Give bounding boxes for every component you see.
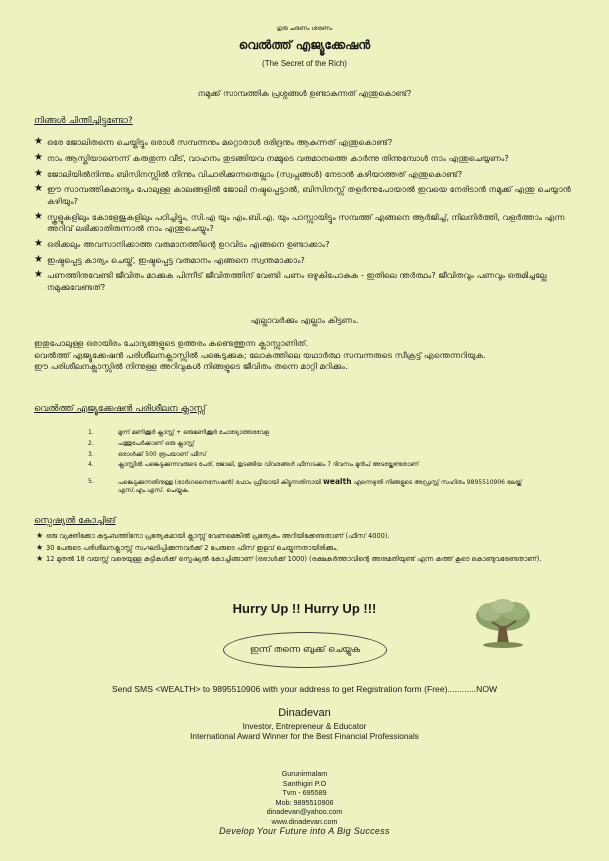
list-item: ★ ഇഷ്ടപ്പെട്ട കാര്യം ചെയ്ത്, ഇഷ്ടപ്പെട്ട വരുമാനം എങ്ങനെ സ്വന്തമാക്കാം? (34, 253, 305, 265)
list-item: ★ ഈ സാമ്പത്തികമാന്ദ്യം പോലുള്ള കാലങ്ങളിൽ ജോലി നഷ്ടപ്പെട്ടാൽ, ബിസിനസ്സ് തളർന്നുപോയാൽ ഇവയെ നേരിടാൻ നമുക്ക് എന്തു ചെയ്യാൻ കഴിയും? (34, 183, 571, 206)
address-line: Santhigiri P.O (282, 778, 327, 788)
address-line: Gurunirmalam (281, 769, 328, 778)
item-number: 3. (88, 450, 94, 458)
star-icon: ★ (34, 210, 43, 222)
hurry-up-banner: Hurry Up !! Hurry Up !!! (232, 601, 377, 616)
star-icon: ★ (34, 237, 43, 249)
address-website: www.dinadevan.com (271, 816, 338, 826)
star-icon: ★ (34, 136, 43, 147)
lead-question: നമുക്ക് സാമ്പത്തിക പ്രശ്നങ്ങൾ ഉണ്ടാകുന്നത് എന്തുകൊണ്ട്? (197, 89, 412, 98)
page-subtitle: (The Secret of the Rich) (262, 59, 347, 68)
star-icon: ★ (34, 151, 43, 163)
sms-instruction: Send SMS <WEALTH> to 9895510906 with your address to get Registration form (Free)............NOW (111, 684, 498, 694)
star-icon: ★ (34, 253, 43, 265)
guru-line: ഗുരു ചരണം ശരണം (276, 25, 333, 32)
list-item: ★ ജോലിയിൽനിന്നും ബിസിനസ്സിൽ നിന്നും വിചാരിക്കുന്നതെല്ലാം (സ്വപ്നങ്ങൾ) നേടാൻ കഴിയാത്തത് എന്തുകൊണ്ട്? (34, 167, 463, 179)
list-item: 3. ഒരാൾക്ക് 500 രൂപയാണ് ഫീസ് (88, 450, 207, 458)
list-item: ★ 30 പേരുടെ പരിശീലനക്ലാസ്സ് സംഘടിപ്പിക്കുന്നവർക്ക് 2 പേരുടെ ഫീസ് ഇളവ് ചെയ്യുന്നതായിരിക്കും. (36, 542, 339, 552)
intro-line: ഇതുപോലുള്ള ഒരായിരം ചോദ്യങ്ങളുടെ ഉത്തരം കണ്ടെത്തുന്ന ക്ലാസ്സാണിത്. (34, 338, 309, 348)
contact-name: Dinadevan (278, 707, 331, 719)
list-item: 5. പങ്കെടുക്കുന്നതിനുള്ള (രാർഗനൈസേഷൻ) ഫോം ഫ്രീയായി കിട്ടുന്നതിനായി wealth എന്നെഴുതി നിങ്ങളുടെ അഡ്രസ്സ് സഹിതം 9895510906 ലേയ്ക്ക് എസ്.എം.എസ്. ചെയ്യുക. (88, 476, 522, 494)
list-item: 4. ക്ലാസ്സിൽ പങ്കെടുക്കുന്നവരുടെ പേര്, ജോലി, തുടങ്ങിയ വിവരങ്ങൾ ഫീസടക്കം 7 ദിവസം മുൻപ് അടയ്ക്കേണ്ടതാണ് (88, 461, 419, 469)
list-item: ★ ഒരു വ്യക്തിക്കോ കുടുംബത്തിനോ പ്രത്യേകമായി ക്ലാസ്സ് വേണമെങ്കിൽ പ്രത്യേകം അറിയിക്കേണ്ടതാണ് (ഫീസ് 4000). (36, 531, 390, 540)
star-icon: ★ (36, 531, 44, 540)
item-number: 2. (88, 439, 94, 447)
list-item: 2. പത്തുപേർക്കാണ് ഒരു ക്ലാസ്സ് (88, 439, 195, 447)
list-item: 1. മൂന്ന് മണിക്കൂർ ക്ലാസ്സ് + ഒരുമണിക്കൂർ ചോദ്യോത്തരവേള (88, 429, 269, 436)
address-email: dinadevan@yahoo.com (266, 807, 343, 817)
footer-tagline: Develop Your Future into A Big Success (219, 826, 390, 836)
classes-heading: വെൽത്ത് എജ്യൂക്കേഷൻ പരിശീലന ക്ലാസ്സ് (34, 404, 206, 414)
star-icon: ★ (34, 183, 43, 195)
contact-roles (0, 722, 609, 742)
page-title: വെൽത്ത് എജ്യൂക്കേഷൻ (238, 38, 371, 52)
item-number: 1. (88, 429, 94, 436)
book-now-oval: ഇന്ന് തന്നെ ബുക്ക് ചെയ്യുക (223, 632, 387, 668)
item-number: 4. (88, 461, 94, 469)
intro-line: ഈ പരിശീലനക്ലാസ്സിൽ നിന്നുള്ള അറിവുകൾ നിങ്ങളുടെ ജീവിതം തന്നെ മാറ്റി മറിക്കും. (34, 361, 348, 372)
closing-line: എല്ലാവർക്കും എല്ലാം കിട്ടണം. (250, 315, 359, 325)
address-phone: Mob: 9895510906 (275, 797, 334, 807)
think-list (34, 137, 574, 298)
star-icon: ★ (34, 167, 43, 179)
contact-address (0, 769, 609, 827)
address-line: Tvm - 695589 (282, 788, 327, 798)
intro-paragraph (34, 338, 579, 373)
star-icon: ★ (34, 269, 43, 281)
contact-role: Investor, Entrepreneur & Educator (242, 722, 367, 731)
star-icon: ★ (36, 542, 44, 552)
think-heading: നിങ്ങൾ ചിന്തിച്ചിട്ടുണ്ടോ? (34, 116, 133, 126)
money-tree-icon (472, 598, 534, 650)
list-item: ★ സ്കൂളുകളിലും കോളേജുകളിലും പഠിച്ചിട്ടും, സി.എ യും എം.ബി.എ. യും പാസ്സായിട്ടും സമ്പത്ത് എങ്ങനെ ആർജിച്ച്, നിലനിർത്തി, വളർത്താം എന്ന അറിവ് ലഭിക്കാതിരുന്നാൽ നാം എന്തുചെയ്യും? (34, 210, 565, 233)
classes-list (88, 429, 548, 498)
special-list (36, 532, 576, 567)
contact-award: International Award Winner for the Best Financial Professionals (190, 732, 419, 741)
list-item: ★ 12 മുതൽ 18 വയസ്സ് വരെയുള്ള കുട്ടികൾക്ക് സ്പെഷ്യൽ കോച്ചിങ്ങാണ് (ഒരാൾക്ക് 1000) (രക്ഷകർത്താവിന്റെ അനുമതിയുണ്ട് എന്ന കത്ത് കൂടെ കൊണ്ടുവരേണ്ടതാണ്). (36, 554, 542, 564)
list-item: ★ ഒരേ ജോലിതന്നെ ചെയ്തിട്ടും ഒരാൾ സമ്പന്നനും മറ്റൊരാൾ ദരിദ്രനും ആകുന്നത് എന്തുകൊണ്ട്? (34, 136, 393, 147)
special-heading: സ്പെഷ്യൽ കോച്ചിങ് (34, 516, 116, 526)
list-item: ★ നാം ആസ്തിയാണെന്ന് കരുതുന്ന വീട്, വാഹനം തുടങ്ങിയവ നമ്മുടെ വരുമാനത്തെ കാർന്നു തിന്നുമ്പോൾ നാം എന്തുചെയ്യണം? (34, 151, 509, 163)
sms-keyword: wealth (322, 476, 352, 486)
star-icon: ★ (36, 554, 44, 564)
list-item: ★ പണത്തിനുവേണ്ടി ജീവിതം മാക്കുക പിന്നീട് ജീവിതത്തിന് വേണ്ടി പണം ഒഴുകിപോകുക - ഇതിലെ ന്തർത്ഥം? ജീവിതവും പണവും ഒരുമിച്ചല്ലേ നമുക്കുവേണ്ടത്? (34, 269, 547, 292)
item-number: 5. (88, 477, 94, 485)
list-item: ★ ഒരിക്കലും അവസാനിക്കാത്ത വരുമാനത്തിന്റെ ഉറവിടം എങ്ങനെ ഉണ്ടാക്കാം? (34, 237, 330, 249)
intro-line: വെൽത്ത് എജ്യൂക്കേഷൻ പരിശീലനക്ലാസ്സിൽ പങ്കെടുക്കുക; ലോകത്തിലെ യഥാർത്ഥ സമ്പന്നരുടെ സീക്രട്ട് എന്തെന്നറിയുക. (34, 349, 486, 360)
